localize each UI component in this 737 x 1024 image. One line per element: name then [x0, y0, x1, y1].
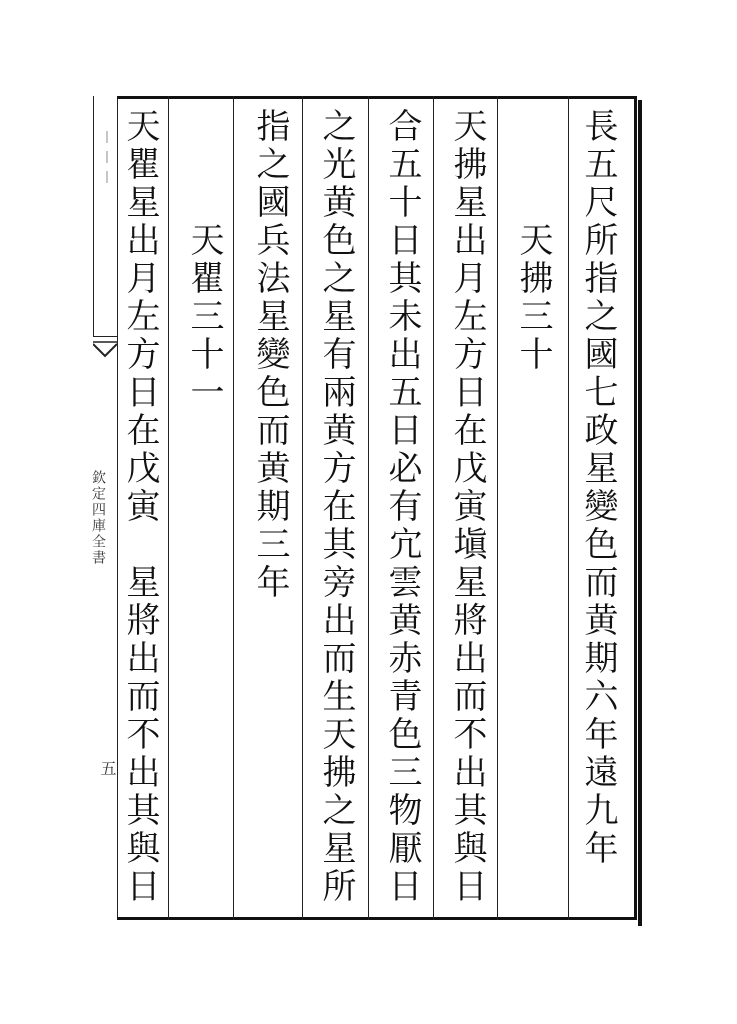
text-column-6: 指之國兵法星變色而黄期三年	[250, 108, 290, 602]
page-frame	[117, 96, 637, 920]
margin-title: 欽定四庫全書	[90, 470, 106, 566]
column-rule	[233, 96, 234, 920]
column-rule	[368, 96, 369, 920]
margin-marks: ︱︱︱	[98, 130, 114, 190]
text-column-4: 合五十日其未出五日必有宂雲黄赤青色三物厭日	[382, 108, 422, 906]
column-rule	[568, 96, 569, 920]
text-column-1: 長五尺所指之國七政星變色而黄期六年遠九年	[578, 108, 618, 868]
text-column-8: 天瞿星出月左方日在戊寅 星將出而不出其與日	[120, 108, 160, 906]
page-number: 五	[98, 760, 117, 776]
text-column-3: 天拂星出月左方日在戊寅塡星將出而不出其與日	[447, 108, 487, 906]
column-rule	[168, 96, 169, 920]
column-rule	[302, 96, 303, 920]
section-heading-tianfu: 天拂三十	[513, 222, 553, 374]
column-rule	[497, 96, 498, 920]
fish-tail-mark	[93, 340, 117, 370]
section-heading-tianqu: 天瞿三十一	[184, 222, 224, 412]
column-rule	[433, 96, 434, 920]
text-column-5: 之光黄色之星有兩黄方在其旁出而生天拂之星所	[316, 108, 356, 906]
